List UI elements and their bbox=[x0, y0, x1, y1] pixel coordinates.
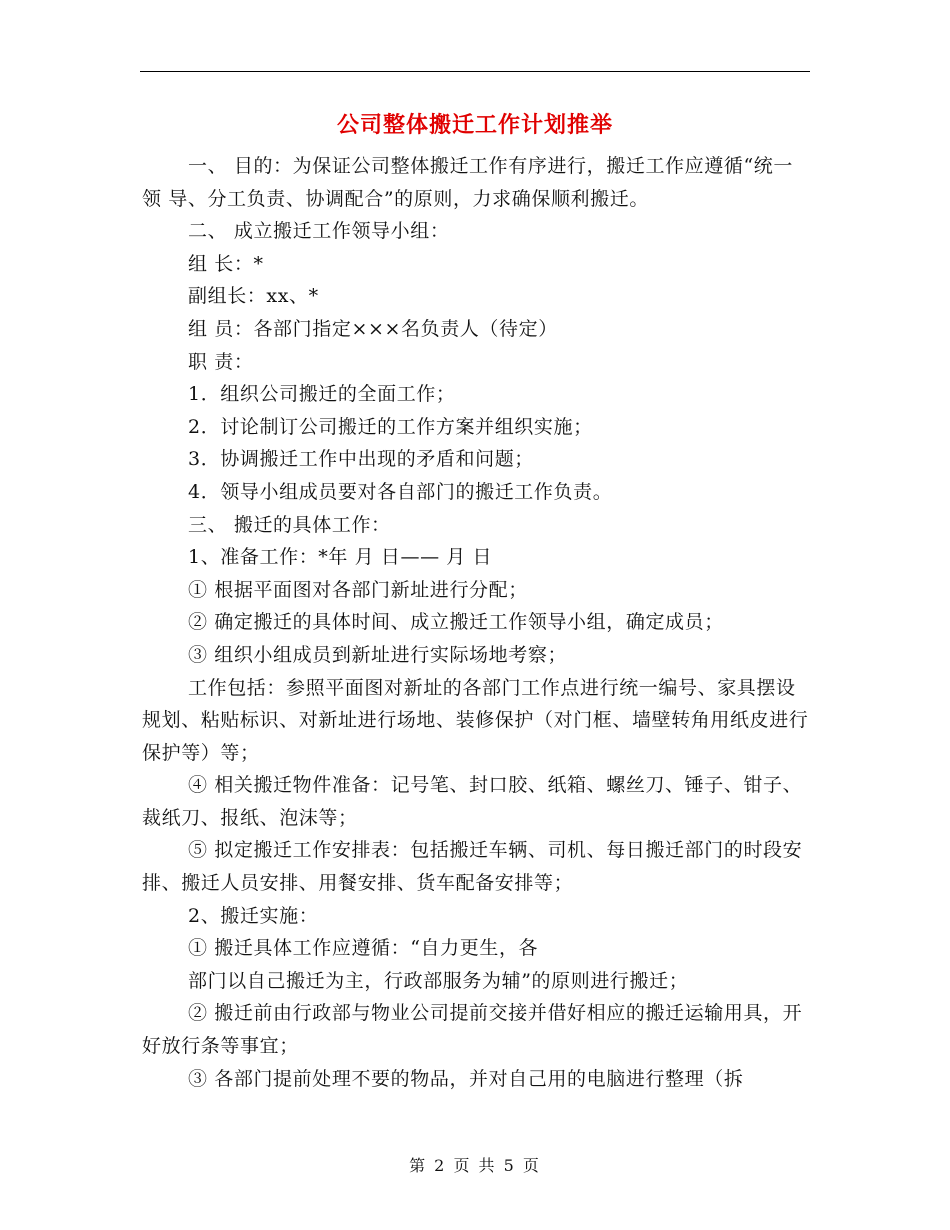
document-body bbox=[142, 150, 810, 1095]
paragraph: 组 员：各部门指定×××名负责人（待定） bbox=[188, 317, 558, 340]
paragraph: 职 责： bbox=[188, 350, 254, 373]
paragraph: 工作包括：参照平面图对新址的各部门工作点进行统一编号、家具摆设规划、粘贴标识、对新址进行场地、装修保护（对门框、墙壁转角用纸皮进行保护等）等； bbox=[142, 676, 809, 764]
paragraph: 三、 搬迁的具体工作： bbox=[188, 513, 391, 536]
paragraph: 3．协调搬迁工作中出现的矛盾和问题； bbox=[188, 448, 534, 471]
paragraph: ⑤ 拟定搬迁工作安排表：包括搬迁车辆、司机、每日搬迁部门的时段安排、搬迁人员安排、用餐安排、货车配备安排等； bbox=[142, 839, 803, 895]
header-rule bbox=[140, 71, 810, 72]
paragraph: ② 确定搬迁的具体时间、成立搬迁工作领导小组，确定成员； bbox=[188, 611, 724, 634]
document-title: 公司整体搬迁工作计划推举 bbox=[336, 113, 613, 138]
paragraph: 一、 目的：为保证公司整体搬迁工作有序进行，搬迁工作应遵循“统一领 导、分工负责、协调配合”的原则，力求确保顺利搬迁。 bbox=[142, 155, 793, 210]
page-footer: 第 2 页 共 5 页 bbox=[409, 1156, 541, 1175]
paragraph: 4．领导小组成员要对各自部门的搬迁工作负责。 bbox=[188, 480, 613, 503]
paragraph: ③ 各部门提前处理不要的物品，并对自己用的电脑进行整理（拆 bbox=[188, 1067, 744, 1090]
paragraph: ③ 组织小组成员到新址进行实际场地考察； bbox=[188, 643, 568, 666]
paragraph: ① 搬迁具体工作应遵循：“自力更生，各 bbox=[188, 937, 539, 960]
paragraph: ② 搬迁前由行政部与物业公司提前交接并借好相应的搬迁运输用具，开好放行条等事宜； bbox=[142, 1002, 803, 1058]
paragraph: 部门以自己搬迁为主，行政部服务为辅”的原则进行搬迁； bbox=[188, 969, 689, 992]
paragraph: 组 长：* bbox=[188, 252, 264, 275]
paragraph: 副组长：xx、* bbox=[188, 285, 319, 308]
paragraph: 1、准备工作：*年 月 日—— 月 日 bbox=[188, 546, 493, 569]
paragraph: ④ 相关搬迁物件准备：记号笔、封口胶、纸箱、螺丝刀、锤子、钳子、裁纸刀、报纸、泡沫等； bbox=[142, 774, 803, 829]
paragraph: ① 根据平面图对各部门新址进行分配； bbox=[188, 578, 528, 601]
paragraph: 1．组织公司搬迁的全面工作； bbox=[188, 383, 456, 406]
paragraph: 2、搬迁实施： bbox=[188, 904, 319, 927]
paragraph: 二、 成立搬迁工作领导小组： bbox=[188, 220, 450, 243]
paragraph: 2．讨论制订公司搬迁的工作方案并组织实施； bbox=[188, 415, 593, 438]
